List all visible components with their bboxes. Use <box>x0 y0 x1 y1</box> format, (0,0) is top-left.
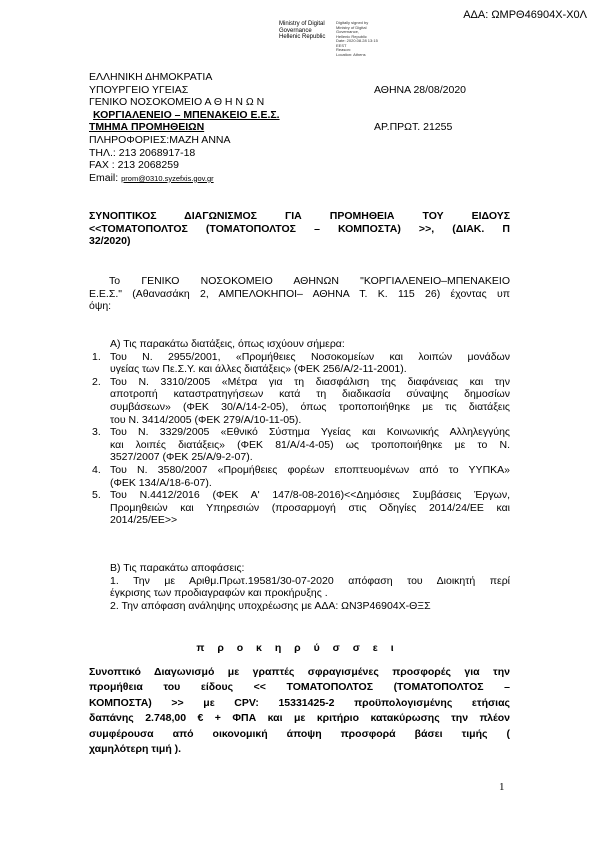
proclamation-heading: π ρ ο κ η ρ ύ σ σ ε ι <box>196 642 399 654</box>
summary-line: δαπάνης 2.748,00 € + ΦΠΑ και με κριτήριο κατακύρωσης την πλέον <box>89 712 510 725</box>
provision-item <box>92 489 510 527</box>
document-title <box>89 210 510 248</box>
document-date: ΑΘΗΝΑ 28/08/2020 <box>374 83 467 96</box>
email-link[interactable]: prom@0310.syzefxis.gov.gr <box>121 173 214 183</box>
signature-issuer-line: Hellenic Republic <box>279 34 326 41</box>
provision-number: 5. <box>92 489 101 502</box>
section-b-heading: Β) Τις παρακάτω αποφάσεις: <box>110 562 245 574</box>
provision-line: Του Ν. 3329/2005 «Εθνικό Σύστημα Υγείας και Κοινωνικής Αλληλεγγύης <box>110 426 510 439</box>
intro-line: Το ΓΕΝΙΚΟ ΝΟΣΟΚΟΜΕΙΟ ΑΘΗΝΩΝ "ΚΟΡΓΙΑΛΕΝΕΙΟ–ΜΠΕΝΑΚΕΙΟ <box>109 275 510 287</box>
provision-line: 3527/2007 (ΦΕΚ 25/Α/9-2-07). <box>110 451 253 464</box>
provision-number: 3. <box>92 426 101 439</box>
phone-number: ΤΗΛ.: 213 2068917-18 <box>89 146 196 159</box>
provision-line: του Ν. 3414/2005 (ΦΕΚ 279/Α/10-11-05). <box>110 413 302 426</box>
summary-line: Συνοπτικό Διαγωνισμό με γραπτές σφραγισμένες προσφορές για την <box>89 666 510 678</box>
provisions-list <box>92 351 510 527</box>
provision-line: αποτροπή καταστρατηγήσεων κατά τη διαδικασία σύναψης δημοσίων <box>110 388 510 401</box>
fax-number: FAX : 213 2068259 <box>89 159 179 172</box>
provision-line: Του Ν. 2955/2001, «Προμήθειες Νοσοκομείων και λοιπών μονάδων <box>110 350 510 363</box>
signature-detail-line: Date: 2020.08.28 13:15 <box>336 38 378 43</box>
intro-line: όψη: <box>89 300 112 313</box>
ministry-name: ΥΠΟΥΡΓΕΙΟ ΥΓΕΙΑΣ <box>89 83 189 96</box>
signature-detail-line: Reason: <box>336 47 351 52</box>
protocol-number: ΑΡ.ΠΡΩΤ. 21255 <box>374 121 453 134</box>
signature-detail-line: Governance, <box>336 29 359 34</box>
provision-line: Του Ν. 3310/2005 «Μέτρα για τη διασφάλιση της διαφάνειας και την <box>110 375 510 388</box>
letterhead <box>89 71 509 184</box>
title-line: <<ΤΟΜΑΤΟΠΟΛΤΟΣ (ΤΟΜΑΤΟΠΟΛΤΟΣ – ΚΟΜΠΟΣΤΑ) >>, (ΔΙΑΚ. Π <box>89 222 510 235</box>
contact-person: ΠΛΗΡΟΦΟΡΙΕΣ:ΜΑΖΗ ΑΝΝΑ <box>89 133 231 146</box>
digital-signature-stamp <box>279 21 489 61</box>
summary-line: συμφέρουσα από οικονομική άποψη προσφορά βάσει τιμής ( <box>89 727 510 740</box>
email-label: Email: <box>89 171 119 184</box>
provision-line: Του Ν.4412/2016 (ΦΕΚ Α' 147/8-08-2016)<<Δημόσιες Συμβάσεις Έργων, <box>110 489 510 502</box>
hospital-name: ΓΕΝΙΚΟ ΝΟΣΟΚΟΜΕΙΟ Α Θ Η Ν Ω Ν <box>89 96 265 109</box>
summary-line: χαμηλότερη τιμή ). <box>89 743 182 756</box>
provision-line: 2014/25/ΕΕ>> <box>110 514 178 527</box>
title-line: ΣΥΝΟΠΤΙΚΟΣ ΔΙΑΓΩΝΙΣΜΟΣ ΓΙΑ ΠΡΟΜΗΘΕΙΑ ΤΟΥ ΕΙΔΟΥΣ <box>89 210 510 222</box>
intro-paragraph <box>89 275 510 313</box>
provision-item <box>92 426 510 464</box>
provision-item <box>92 376 510 426</box>
tender-summary <box>89 665 510 757</box>
country-name: ΕΛΛΗΝΙΚΗ ΔΗΜΟΚΡΑΤΙΑ <box>89 71 213 83</box>
signature-detail-line: Digitally signed by <box>336 20 369 25</box>
provision-number: 2. <box>92 375 101 388</box>
section-a-provisions <box>92 338 510 527</box>
signature-detail-line: EEST <box>336 42 347 48</box>
provision-line: υγείας των Πε.Σ.Υ. και άλλες διατάξεις» (ΦΕΚ 256/Α/2-11-2001). <box>110 363 407 376</box>
page-number: 1 <box>499 781 505 793</box>
provision-item <box>92 351 510 376</box>
summary-line: ΚΟΜΠΟΣΤΑ) >> με CPV: 15331425-2 προϋπολογισμένης ετήσιας <box>89 696 510 709</box>
signature-issuer-line: Ministry of Digital <box>279 21 325 27</box>
section-a-heading: Α) Τις παρακάτω διατάξεις, όπως ισχύουν σήμερα: <box>110 338 345 350</box>
provision-item <box>92 464 510 489</box>
section-b-decisions <box>92 562 510 612</box>
provision-line: και λοιπές διατάξεις» (ΦΕΚ 81/Α/4-4-05) ως τροποποιήθηκε με το Ν. <box>110 438 510 451</box>
signature-details <box>336 21 378 57</box>
decision-item: 2. Την απόφαση ανάληψης υποχρέωσης με ΑΔΑ: ΩΝ3Ρ46904Χ-ΘΞΣ <box>110 599 431 612</box>
decision-item-cont: έγκρισης των προδιαγραφών και προκήρυξης . <box>110 587 328 600</box>
ada-number: ΑΔΑ: ΩΜΡΘ46904Χ-Χ0Λ <box>463 9 587 21</box>
signature-detail-line: Ministry of Digital <box>336 24 367 30</box>
provision-line: συμβάσεων» (ΦΕΚ 30/Α/14-2-05), όπως τροποποιήθηκε με τις διατάξεις <box>110 400 510 413</box>
intro-line: Ε.Ε.Σ." (Αθανασάκη 2, ΑΜΠΕΛΟΚΗΠΟΙ– ΑΘΗΝΑ Τ. Κ. 115 26) έχοντας υπ <box>89 287 510 300</box>
department-name: ΤΜΗΜΑ ΠΡΟΜΗΘΕΙΩΝ <box>89 121 205 134</box>
summary-line: προμήθεια του είδους << ΤΟΜΑΤΟΠΟΛΤΟΣ (ΤΟΜΑΤΟΠΟΛΤΟΣ – <box>89 681 510 694</box>
title-line: 32/2020) <box>89 235 131 248</box>
signature-detail-line: Hellenic Republic <box>336 33 367 39</box>
signature-detail-line: Location: Athens <box>336 51 366 57</box>
provision-number: 4. <box>92 463 101 476</box>
provision-line: Του Ν. 3580/2007 «Προμήθειες φορέων εποπτευομένων από το ΥΥΠΚΑ» <box>110 463 510 476</box>
signature-issuer-line: Governance <box>279 27 312 34</box>
hospital-subtitle: ΚΟΡΓΙΑΛΕΝΕΙΟ – ΜΠΕΝΑΚΕΙΟ Ε.Ε.Σ. <box>93 108 280 121</box>
signature-issuer <box>279 21 325 41</box>
decision-item: 1. Την με Αριθμ.Πρωτ.19581/30-07-2020 απόφαση του Διοικητή περί <box>110 574 510 587</box>
provision-line: (ΦΕΚ 134/Α/18-6-07). <box>110 476 212 489</box>
provision-number: 1. <box>92 350 101 363</box>
provision-line: Προμηθειών και Υπηρεσιών (προσαρμογή στις Οδηγίες 2014/24/ΕΕ και <box>110 501 510 514</box>
